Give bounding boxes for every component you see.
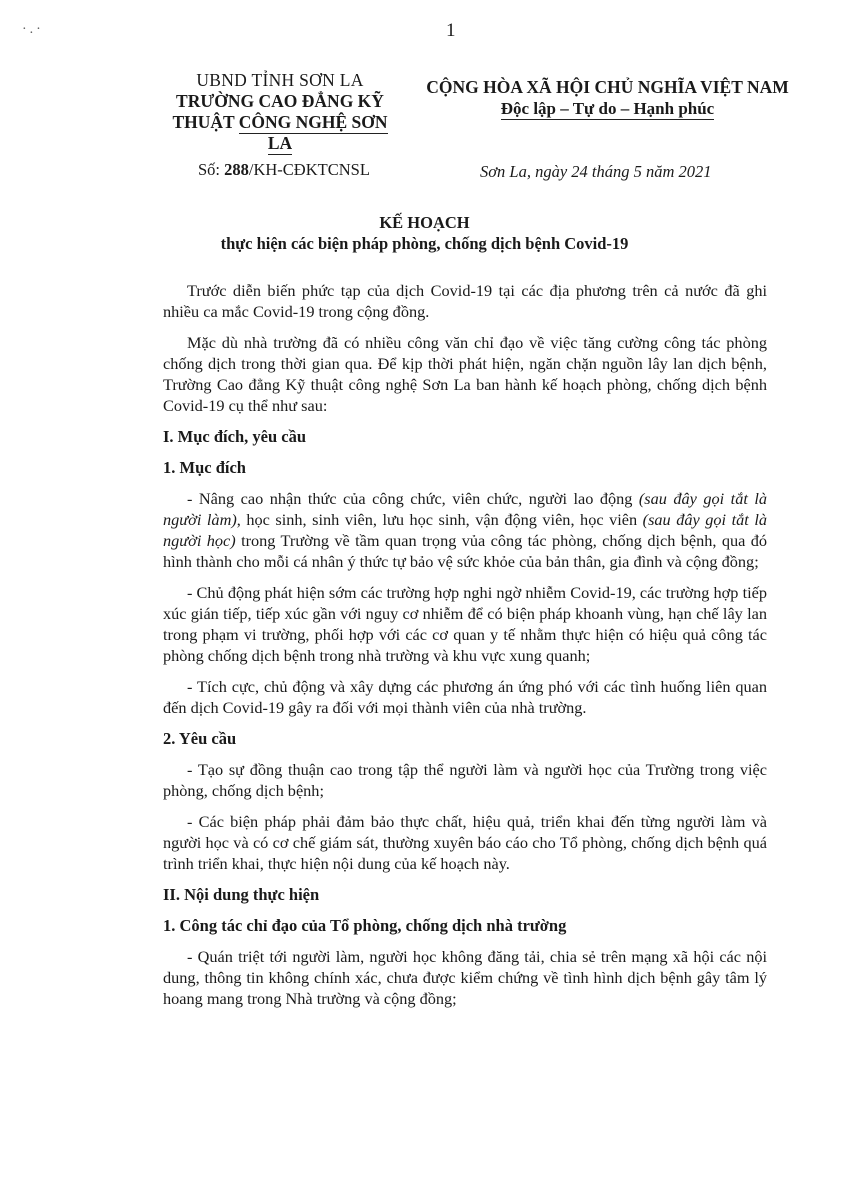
national-header	[420, 76, 795, 120]
scan-speck-marks: ·.·	[22, 22, 44, 37]
issuer-school-line1: TRƯỜNG CAO ĐẲNG KỸ	[176, 91, 384, 111]
national-motto: Độc lập – Tự do – Hạnh phúc	[500, 99, 715, 118]
issuer-header	[160, 70, 400, 154]
content-item-1: - Quán triệt tới người làm, người học không đăng tải, chia sẻ trên mạng xã hội các nội dung, thông tin không chính xác, chưa được kiểm chứng về tình hình dịch bệnh gây tâm lý hoang mang trong Nhà trường và cộng đồng;	[163, 947, 767, 1008]
purpose-item-2: - Chủ động phát hiện sớm các trường hợp nghi ngờ nhiễm Covid-19, các trường hợp tiếp xúc gián tiếp, tiếp xúc gần với nguy cơ nhiễm để có biện pháp khoanh vùng, hạn chế lây lan trong phạm vi trường, phối hợp với các cơ quan y tế nhằm thực hiện có hiệu quả công tác phòng chống dịch bệnh trong nhà trường và khu vực xung quanh;	[163, 583, 767, 665]
document-date: Sơn La, ngày 24 tháng 5 năm 2021	[480, 162, 712, 181]
section-1-heading: I. Mục đích, yêu cầu	[163, 427, 307, 446]
document-number: Số: 288/KH-CĐKTCNSL	[198, 160, 370, 179]
national-title: CỘNG HÒA XÃ HỘI CHỦ NGHĨA VIỆT NAM	[426, 77, 789, 97]
purpose-item-1: - Nâng cao nhận thức của công chức, viên chức, người lao động (sau đây gọi tắt là người làm), học sinh, sinh viên, lưu học sinh, vận động viên, học viên (sau đây gọi tắt là người học) trong Trường về tầm quan trọng vủa công tác phòng, chống dịch bệnh, qua đó hình thành cho mỗi cá nhân ý thức tự bảo vệ sức khỏe của bản thân, gia đình và cộng đồng;	[163, 489, 768, 571]
section-2-heading: II. Nội dung thực hiện	[163, 885, 320, 904]
section-1-1-heading: 1. Mục đích	[163, 458, 246, 477]
document-body	[163, 280, 767, 1019]
issuer-authority: UBND TỈNH SƠN LA	[196, 70, 364, 90]
intro-paragraph-1: Trước diễn biến phức tạp của dịch Covid-19 tại các địa phương trên cả nước đã ghi nhiều ca mắc Covid-19 trong cộng đồng.	[163, 281, 767, 321]
issuer-school-line2: THUẬT CÔNG NGHỆ SƠN LA	[172, 112, 388, 153]
purpose-item-3: - Tích cực, chủ động và xây dựng các phương án ứng phó với các tình huống liên quan đến dịch Covid-19 gây ra đối với mọi thành viên của nhà trường.	[163, 677, 767, 717]
document-title: KẾ HOẠCH	[379, 213, 470, 232]
requirement-item-2: - Các biện pháp phải đảm bảo thực chất, hiệu quả, triển khai đến từng người làm và người học và có cơ chế giám sát, thường xuyên báo cáo cho Tổ phòng, chống dịch bệnh quá trình triển khai, thực hiện nội dung của kế hoạch này.	[163, 812, 767, 873]
section-2-1-heading: 1. Công tác chỉ đạo của Tổ phòng, chống dịch nhà trường	[163, 916, 567, 935]
document-subtitle: thực hiện các biện pháp phòng, chống dịch bệnh Covid-19	[220, 234, 629, 253]
intro-paragraph-2: Mặc dù nhà trường đã có nhiều công văn chỉ đạo về việc tăng cường công tác phòng chống dịch trong thời gian qua. Để kịp thời phát hiện, ngăn chặn nguồn lây lan dịch bệnh, Trường Cao đẳng Kỹ thuật công nghệ Sơn La ban hành kế hoạch phòng, chống dịch bệnh Covid-19 cụ thể như sau:	[163, 333, 767, 415]
section-1-2-heading: 2. Yêu cầu	[163, 729, 237, 748]
requirement-item-1: - Tạo sự đồng thuận cao trong tập thể người làm và người học của Trường trong việc phòng, chống dịch bệnh;	[163, 760, 767, 800]
page-number: 1	[446, 20, 456, 41]
